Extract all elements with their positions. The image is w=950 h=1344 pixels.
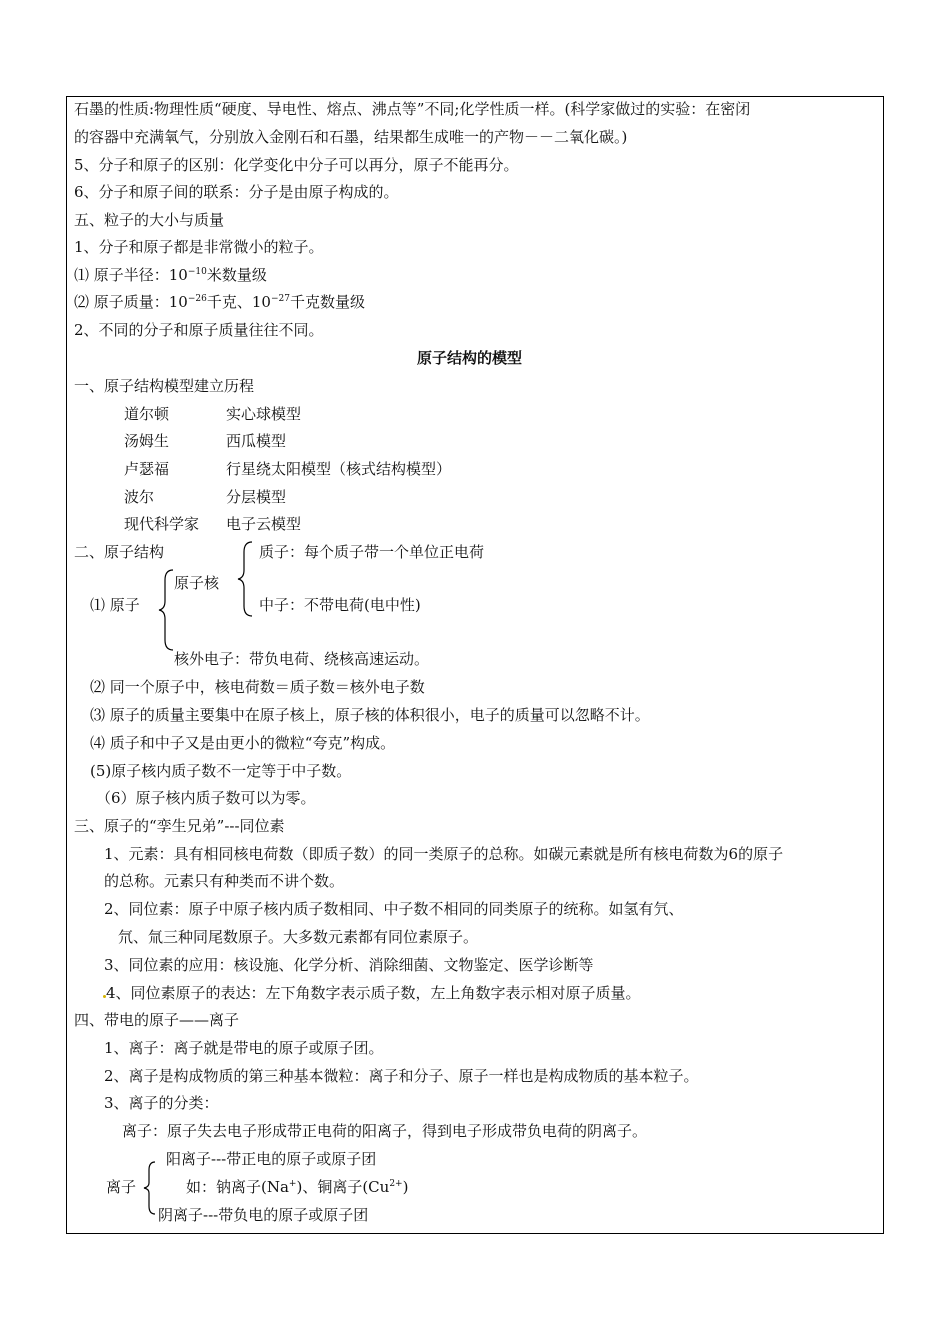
section-heading: 一、原子结构模型建立历程: [74, 377, 255, 395]
nucleus-brace-icon: [236, 540, 256, 618]
section-heading: 三、原子的“孪生兄弟”---同位素: [74, 817, 285, 835]
model-scientist: 现代科学家: [124, 515, 200, 533]
model-scientist: 卢瑟福: [124, 460, 170, 478]
text-line: 2、不同的分子和原子质量往往不同。: [74, 321, 324, 339]
text-line: 2、同位素：原子中原子核内质子数相同、中子数不相同的同类原子的统称。如氢有氕、: [104, 900, 684, 918]
model-scientist: 汤姆生: [124, 432, 170, 450]
text-line: ⑶ 原子的质量主要集中在原子核上，原子核的体积很小，电子的质量可以忽略不计。: [90, 706, 650, 724]
text-line: ⑴ 原子半径：$10^{-10}$米数量级: [74, 266, 267, 284]
text-line: (5)原子核内质子数不一定等于中子数。: [90, 762, 352, 780]
proton-text: 质子：每个质子带一个单位正电荷: [259, 543, 485, 561]
model-name: 实心球模型: [226, 405, 302, 423]
text-line: ⑷ 质子和中子又是由更小的微粒“夸克”构成。: [90, 734, 396, 752]
nucleus-label: 原子核: [174, 574, 220, 592]
ion-brace-icon: [142, 1160, 158, 1216]
ion-label: 离子: [106, 1178, 137, 1196]
text-line: （6）原子核内质子数可以为零。: [96, 789, 316, 807]
model-name: 西瓜模型: [226, 432, 287, 450]
text-line: 氘、氚三种同尾数原子。大多数元素都有同位素原子。: [118, 928, 479, 946]
section-heading: 四、带电的原子——离子: [74, 1011, 240, 1029]
text-line: 的容器中充满氧气，分别放入金刚石和石墨，结果都生成唯一的产物－－二氧化碳。): [74, 128, 628, 146]
text-line: 4、同位素原子的表达：左下角数字表示质子数，左上角数字表示相对原子质量。: [106, 984, 641, 1002]
model-name: 电子云模型: [226, 515, 302, 533]
model-name: 行星绕太阳模型（核式结构模型）: [226, 460, 452, 478]
section-heading: 二、原子结构: [74, 543, 165, 561]
text-line: ⑵ 同一个原子中，核电荷数＝质子数＝核外电子数: [90, 678, 425, 696]
section-heading: 五、粒子的大小与质量: [74, 211, 225, 229]
cation-text: 阳离子---带正电的原子或原子团: [166, 1150, 377, 1168]
section-title: 原子结构的模型: [417, 349, 523, 367]
neutron-text: 中子：不带电荷(电中性): [259, 596, 421, 614]
text-line: 离子：原子失去电子形成带正电荷的阳离子，得到电子形成带负电荷的阴离子。: [122, 1122, 648, 1140]
text-line: 的总称。元素只有种类而不讲个数。: [104, 872, 345, 890]
atom-label: ⑴ 原子: [90, 596, 140, 614]
text-line: 6、分子和原子间的联系：分子是由原子构成的。: [74, 183, 399, 201]
text-line: 5、分子和原子的区别：化学变化中分子可以再分，原子不能再分。: [74, 156, 519, 174]
text-line: 3、同位素的应用：核设施、化学分析、消除细菌、文物鉴定、医学诊断等: [104, 956, 594, 974]
text-line: 1、分子和原子都是非常微小的粒子。: [74, 238, 324, 256]
text-line: 1、元素：具有相同核电荷数（即质子数）的同一类原子的总称。如碳元素就是所有核电荷数为6的原子: [104, 845, 784, 863]
ion-example: 如：钠离子(Na+)、铜离子$(Cu^{2+})$: [186, 1178, 409, 1196]
text-line: 2、离子是构成物质的第三种基本微粒：离子和分子、原子一样也是构成物质的基本粒子。: [104, 1067, 699, 1085]
text-line: 1、离子：离子就是带电的原子或原子团。: [104, 1039, 384, 1057]
text-line: 石墨的性质:物理性质“硬度、导电性、熔点、沸点等”不同;化学性质一样。(科学家做过的实验：在密闭: [74, 100, 751, 118]
model-name: 分层模型: [226, 488, 287, 506]
model-scientist: 道尔顿: [124, 405, 170, 423]
text-line: ⑵ 原子质量：$10^{-26}$千克、$10^{-27}$千克数量级: [74, 293, 365, 311]
electron-text: 核外电子：带负电荷、绕核高速运动。: [174, 650, 430, 668]
model-scientist: 波尔: [124, 488, 155, 506]
text-line: 3、离子的分类：: [104, 1094, 219, 1112]
anion-text: 阴离子---带负电的原子或原子团: [158, 1206, 369, 1224]
atom-brace-icon: [157, 568, 177, 652]
